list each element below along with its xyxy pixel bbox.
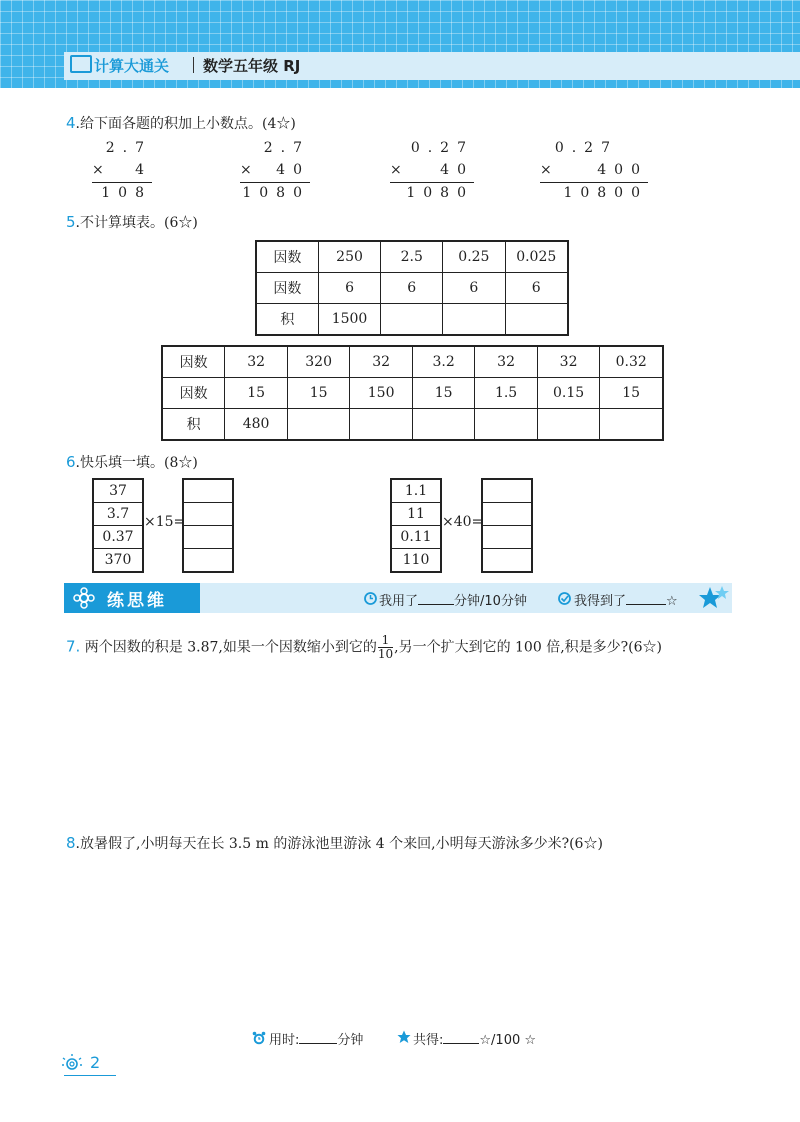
times-sign: ×	[240, 162, 252, 178]
footer-time-unit: 分钟	[337, 1033, 364, 1048]
question-text: .放暑假了,小明每天在长 3.5 m 的游泳池里游泳 4 个来回,小明每天游泳多少米?(6☆)	[75, 836, 603, 852]
table-cell: 2.5	[381, 241, 443, 273]
table-row	[162, 409, 663, 441]
question-text-b: ,另一个扩大到它的 100 倍,积是多少?(6☆)	[394, 639, 662, 656]
question-text-a: 两个因数的积是 3.87,如果一个因数缩小到它的	[84, 639, 377, 656]
time-used-suffix: 分钟/10分钟	[454, 594, 527, 609]
question-7	[66, 634, 662, 661]
table-cell: 0.025	[505, 241, 568, 273]
time-used-prefix: 我用了	[379, 594, 419, 609]
score-prefix: 我得到了	[574, 594, 627, 609]
table-cell: 6	[381, 273, 443, 304]
table-row	[256, 273, 568, 304]
question-text: .不计算填表。(6☆)	[75, 215, 198, 231]
table-cell: 6	[443, 273, 505, 304]
rule-line	[92, 182, 152, 183]
answer-stack-left	[182, 478, 234, 573]
input-value: 37	[94, 480, 142, 503]
sun-icon	[60, 1052, 88, 1074]
product: 10800	[563, 185, 648, 201]
input-stack-right	[390, 478, 442, 573]
input-value: 370	[104, 552, 132, 568]
table-cell: 6	[505, 273, 568, 304]
answer-box[interactable]	[184, 503, 232, 526]
answer-cell[interactable]	[505, 304, 568, 336]
table-cell: 因数	[256, 241, 318, 273]
operation-label: ×15=	[144, 514, 186, 530]
answer-box[interactable]	[483, 526, 531, 549]
footer-score-blank[interactable]	[443, 1043, 479, 1044]
question-text: .快乐填一填。(8☆)	[75, 455, 198, 471]
answer-box[interactable]	[483, 549, 531, 571]
question-number: 5	[66, 213, 76, 231]
multiplicand: 0.27	[554, 140, 618, 156]
table-cell: 15	[412, 378, 474, 409]
answer-cell[interactable]	[475, 409, 537, 441]
question-number: 7.	[66, 637, 81, 656]
table-cell: 因数	[162, 346, 225, 378]
footer-time	[269, 1029, 363, 1048]
question-4	[66, 113, 296, 133]
header-subtitle: 数学五年级 RJ	[203, 57, 301, 75]
question-6	[66, 452, 198, 472]
book-icon	[70, 55, 92, 73]
header-title: 计算大通关	[94, 57, 170, 75]
multiplicand: 2.7	[105, 140, 152, 156]
input-value: 0.37	[94, 526, 142, 549]
table-cell: 32	[475, 346, 537, 378]
answer-cell[interactable]	[600, 409, 663, 441]
check-icon	[558, 592, 571, 605]
table-cell: 积	[162, 409, 225, 441]
header-bar	[64, 52, 800, 80]
table-cell: 15	[600, 378, 663, 409]
fill-table-1	[255, 240, 569, 336]
table-cell: 积	[256, 304, 318, 336]
input-stack-left	[92, 478, 144, 573]
input-value: 3.7	[94, 503, 142, 526]
table-cell: 32	[225, 346, 288, 378]
answer-stack-right	[481, 478, 533, 573]
answer-box[interactable]	[184, 549, 232, 571]
table-cell: 1500	[318, 304, 380, 336]
vertical-multiplication-4	[540, 140, 648, 204]
times-sign: ×	[390, 162, 402, 178]
rule-line	[240, 182, 310, 183]
table-cell: 0.25	[443, 241, 505, 273]
answer-cell[interactable]	[443, 304, 505, 336]
score-got	[574, 590, 678, 609]
footer-time-blank[interactable]	[299, 1043, 337, 1044]
multiplier: 40	[440, 162, 474, 178]
multiplicand: 0.27	[410, 140, 474, 156]
table-row	[256, 304, 568, 336]
alarm-clock-icon	[252, 1031, 266, 1045]
table-cell: 1.5	[475, 378, 537, 409]
product: 1080	[242, 185, 310, 201]
answer-cell[interactable]	[537, 409, 600, 441]
answer-box[interactable]	[184, 526, 232, 549]
answer-box[interactable]	[184, 480, 232, 503]
multiplier: 40	[276, 162, 310, 178]
table-cell: 0.15	[537, 378, 600, 409]
question-5	[66, 212, 198, 232]
table-cell: 480	[225, 409, 288, 441]
page-number-underline	[64, 1075, 116, 1076]
question-text: .给下面各题的积加上小数点。(4☆)	[75, 116, 296, 132]
table-row	[162, 346, 663, 378]
multiplicand: 2.7	[263, 140, 310, 156]
rule-line	[390, 182, 474, 183]
section-title: 练思维	[107, 591, 167, 611]
score-blank[interactable]	[626, 604, 666, 605]
fraction	[378, 634, 393, 661]
fill-table-2	[161, 345, 664, 441]
multiplier: 400	[597, 162, 648, 178]
multiplier: 4	[135, 162, 152, 178]
product: 1080	[406, 185, 474, 201]
fraction-numerator: 1	[378, 634, 393, 648]
product: 108	[101, 185, 152, 201]
table-cell: 250	[318, 241, 380, 273]
score-suffix: ☆	[666, 594, 678, 609]
answer-box[interactable]	[483, 480, 531, 503]
table-row	[162, 378, 663, 409]
input-value: 11	[392, 503, 440, 526]
operation-label: ×40=	[442, 514, 484, 530]
table-cell: 320	[287, 346, 350, 378]
header-divider	[193, 57, 194, 73]
question-number: 6	[66, 453, 76, 471]
table-cell: 3.2	[412, 346, 474, 378]
table-cell: 32	[537, 346, 600, 378]
table-cell: 15	[225, 378, 288, 409]
table-cell: 150	[350, 378, 413, 409]
table-cell: 0.32	[600, 346, 663, 378]
footer-score-label: 共得:	[413, 1033, 444, 1048]
footer-score	[413, 1029, 536, 1048]
question-number: 4	[66, 114, 76, 132]
answer-cell[interactable]	[412, 409, 474, 441]
table-cell: 因数	[256, 273, 318, 304]
vertical-multiplication-1	[92, 140, 152, 204]
table-cell: 因数	[162, 378, 225, 409]
table-cell: 32	[350, 346, 413, 378]
table-cell: 6	[318, 273, 380, 304]
input-value: 110	[402, 552, 430, 568]
times-sign: ×	[540, 162, 552, 178]
vertical-multiplication-3	[390, 140, 474, 204]
question-8	[66, 833, 603, 853]
rule-line	[540, 182, 648, 183]
time-used	[379, 590, 527, 609]
answer-cell[interactable]	[381, 304, 443, 336]
question-number: 8	[66, 834, 76, 852]
input-value: 0.11	[392, 526, 440, 549]
stars-icon	[698, 584, 730, 612]
vertical-multiplication-2	[240, 140, 310, 204]
fraction-denominator: 10	[377, 647, 394, 661]
flower-icon	[72, 587, 96, 609]
footer-score-suffix: ☆/100 ☆	[479, 1033, 537, 1048]
time-blank[interactable]	[418, 604, 454, 605]
input-value: 1.1	[392, 480, 440, 503]
clock-icon	[364, 592, 377, 605]
times-sign: ×	[92, 162, 104, 178]
table-cell: 15	[287, 378, 350, 409]
page-number: 2	[90, 1053, 101, 1072]
answer-cell[interactable]	[287, 409, 350, 441]
footer-time-label: 用时:	[269, 1033, 300, 1048]
star-icon	[397, 1030, 411, 1044]
answer-cell[interactable]	[350, 409, 413, 441]
table-row	[256, 241, 568, 273]
answer-box[interactable]	[483, 503, 531, 526]
